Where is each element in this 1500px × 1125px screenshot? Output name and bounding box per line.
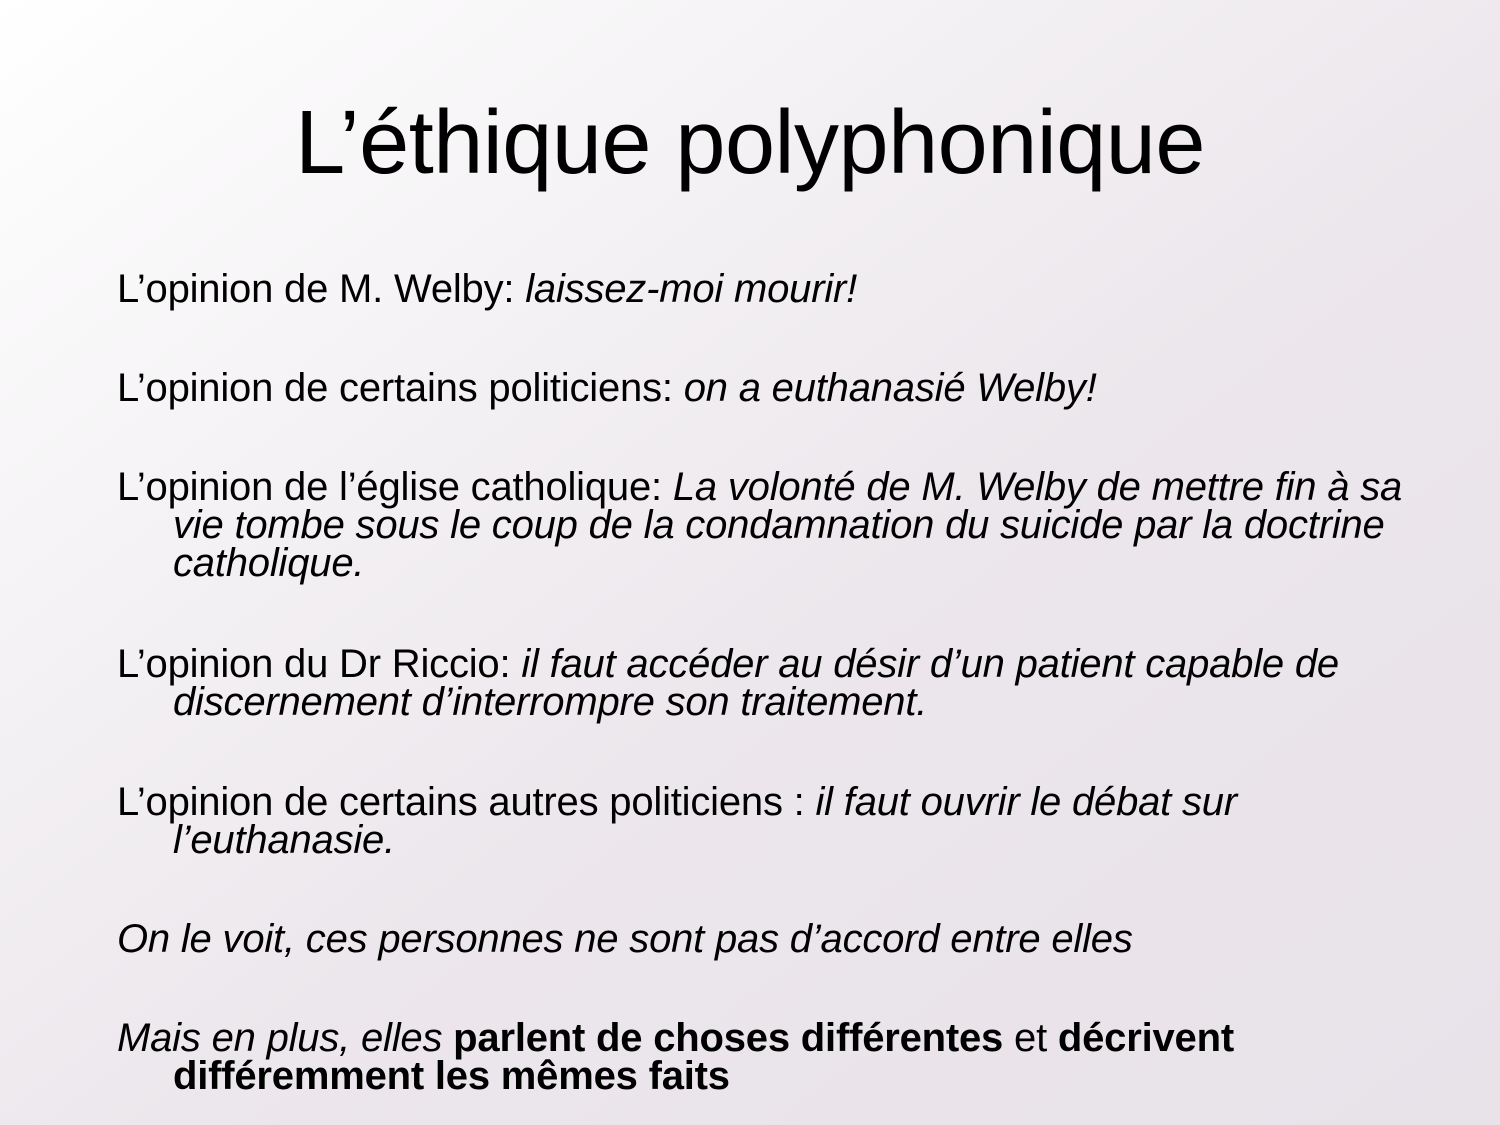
slide-title: L’éthique polyphonique	[295, 93, 1205, 193]
opinion-riccio	[117, 642, 1463, 724]
opinion-label: L’opinion de certains autres politiciens :	[117, 780, 816, 824]
opinion-label: L’opinion de l’église catholique:	[117, 465, 673, 509]
opinion-autres-politiciens	[117, 780, 1463, 862]
opinion-label: L’opinion de certains politiciens:	[117, 366, 684, 410]
opinion-quote: laissez-moi mourir!	[525, 267, 858, 311]
conclusion-emphasis-2: décrivent différemment les mêmes faits	[173, 1016, 1234, 1098]
conclusion	[117, 1016, 1463, 1098]
opinion-welby	[117, 267, 1463, 311]
conclusion-intro: Mais en plus, elles	[117, 1016, 454, 1060]
opinion-quote: il faut ouvrir le débat sur l’euthanasie.	[173, 780, 1237, 862]
opinion-politiciens	[117, 366, 1463, 410]
conclusion-emphasis-1: parlent de choses différentes	[453, 1016, 1004, 1060]
opinion-label: L’opinion du Dr Riccio:	[117, 642, 522, 686]
observation-text: On le voit, ces personnes ne sont pas d’accord entre elles	[117, 917, 1133, 961]
opinion-quote: La volonté de M. Welby de mettre fin à sa vie tombe sous le coup de la condamnation du suicide par la doctrine catholique.	[173, 465, 1403, 585]
opinion-eglise	[117, 465, 1463, 585]
conclusion-connector: et	[1003, 1016, 1058, 1060]
opinion-quote: il faut accéder au désir d’un patient capable de discernement d’interrompre son traitement.	[173, 642, 1339, 724]
observation-desaccord	[117, 917, 1463, 961]
opinion-label: L’opinion de M. Welby:	[117, 267, 526, 311]
opinion-quote: on a euthanasié Welby!	[683, 366, 1097, 410]
